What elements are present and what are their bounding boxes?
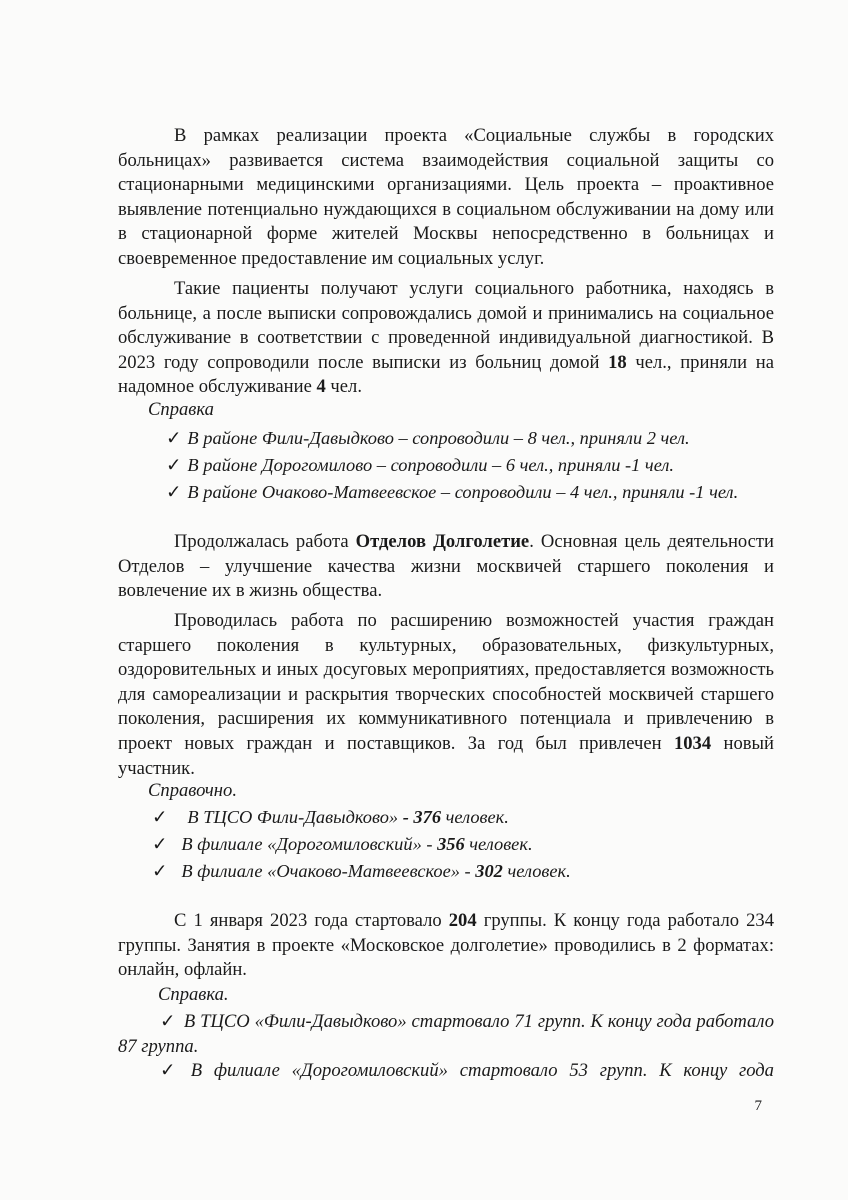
note-label-spravochno: Справочно. bbox=[148, 780, 237, 801]
checkmark-icon: ✓ bbox=[166, 455, 182, 475]
participants-count: 1034 bbox=[673, 732, 712, 754]
list-item: ✓ В районе Очаково-Матвеевское – сопроводили – 4 чел., приняли -1 чел. bbox=[166, 482, 739, 502]
list-item: ✓ В ТЦСО «Фили-Давыдково» стартовало 71 групп. К концу года работало 87 группа. bbox=[118, 1011, 774, 1057]
list-item: ✓ В филиале «Дорогомиловский» - 356 человек. bbox=[152, 834, 533, 854]
page-number: 7 bbox=[754, 1098, 762, 1114]
list-item: ✓ В районе Фили-Давыдково – сопроводили – 8 чел., приняли 2 чел. bbox=[166, 428, 690, 448]
paragraph-social-services-project: В рамках реализации проекта «Социальные службы в городских больницах» развивается система взаимодействия социальной защиты со стационарными медицинскими организациями. Цель проекта – проактивное выявление потенциально нуждающихся в социальном обслуживании на дому или в стационарной форме жителей Москвы непосредственно в больницах и своевременное предоставление им социальных услуг. bbox=[118, 125, 774, 269]
list-item: ✓ В филиале «Дорогомиловский» стартовало 53 групп. К концу года bbox=[160, 1060, 774, 1081]
checkmark-icon: ✓ bbox=[152, 807, 168, 827]
paragraph-senior-participation: Проводилась работа по расширению возможностей участия граждан старшего поколения в культурных, образовательных, физкультурных, оздоровительных и иных досуговых мероприятиях, предоставляется возможность для самореализации и раскрытия творческих способностей москвичей старшего поколения, расширения их коммуникативного потенциала и привлечению в проект новых граждан и поставщиков. За год был привлечен 1034 новый участник. bbox=[118, 610, 774, 779]
accepted-count: 4 bbox=[316, 376, 326, 398]
paragraph-longevity-departments: Продолжалась работа Отделов Долголетие. Основная цель деятельности Отделов – улучшение качества жизни москвичей старшего поколения и вовлечение их в жизнь общества. bbox=[118, 531, 774, 602]
note-label-spravka: Справка bbox=[148, 399, 214, 420]
checkmark-icon: ✓ bbox=[166, 428, 182, 448]
escorted-count: 18 bbox=[608, 351, 627, 373]
checkmark-icon: ✓ bbox=[160, 1060, 183, 1081]
groups-started-count: 204 bbox=[448, 910, 477, 931]
checkmark-icon: ✓ bbox=[152, 834, 168, 854]
departments-name: Отделов Долголетие bbox=[355, 531, 530, 552]
checkmark-icon: ✓ bbox=[166, 482, 182, 502]
checkmark-icon: ✓ bbox=[160, 1011, 176, 1032]
checkmark-icon: ✓ bbox=[152, 861, 168, 881]
list-item: ✓ В ТЦСО Фили-Давыдково» - 376 человек. bbox=[152, 807, 509, 827]
paragraph-patients-services: Такие пациенты получают услуги социального работника, находясь в больнице, а после выписки сопровождались домой и принимались на социальное обслуживание в соответствии с проведенной индивидуальной диагностикой. В 2023 году сопроводили после выписки из больниц домой 18 чел., приняли на надомное обслуживание 4 чел. bbox=[118, 278, 774, 398]
list-item: ✓ В филиале «Очаково-Матвеевское» - 302 человек. bbox=[152, 861, 571, 881]
paragraph-groups-started: С 1 января 2023 года стартовало 204 группы. К концу года работало 234 группы. Занятия в проекте «Московское долголетие» проводились в 2 форматах: онлайн, офлайн. bbox=[118, 910, 775, 981]
note-label-spravka-2: Справка. bbox=[158, 984, 229, 1005]
list-item: ✓ В районе Дорогомилово – сопроводили – 6 чел., приняли -1 чел. bbox=[166, 455, 675, 475]
